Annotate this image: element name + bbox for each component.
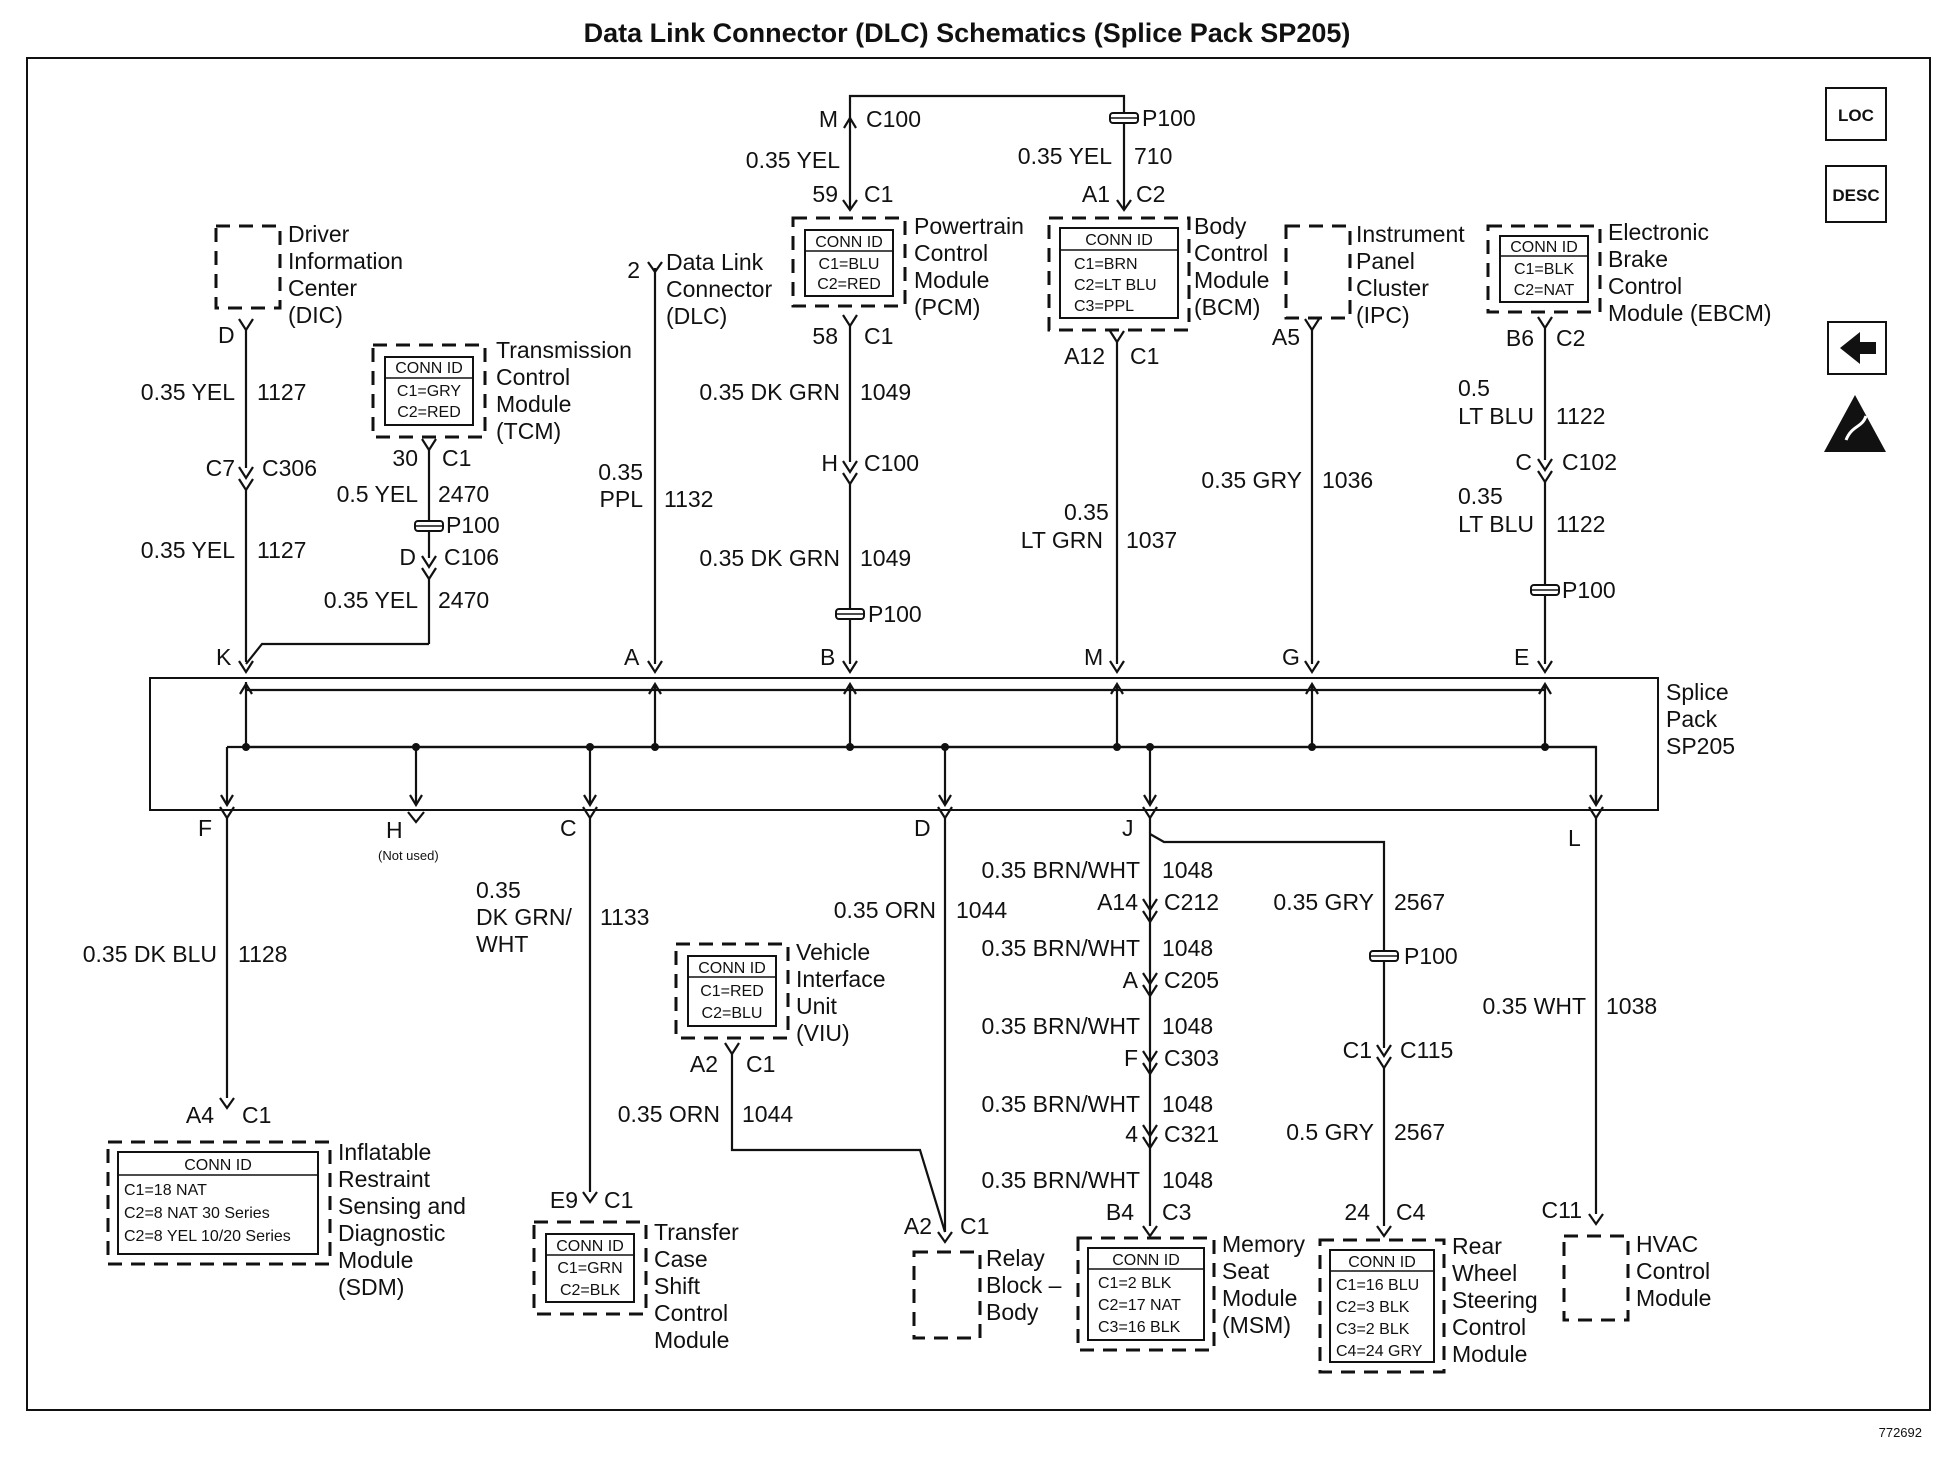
rws-circuit-1: 2567: [1394, 889, 1446, 915]
dlc-circuit: 1132: [664, 486, 714, 512]
c102-connector: C102: [1562, 449, 1617, 475]
msm-wire-2: 0.35 BRN/WHT: [981, 935, 1140, 961]
tcsc-conn-id: CONN ID: [556, 1238, 624, 1255]
sdm-conn-id: CONN ID: [184, 1157, 252, 1174]
viu-line-2: Interface: [796, 966, 886, 992]
pcm-upper-wire: 0.35 YEL: [745, 147, 840, 173]
rws-conn-c3: C3=2 BLK: [1336, 1321, 1410, 1338]
desc-icon[interactable]: [1826, 166, 1886, 222]
bcm-line-2: Control: [1194, 240, 1269, 266]
rws-conn-c4: C4=24 GRY: [1336, 1343, 1423, 1360]
bcm-upper-circuit: 710: [1134, 143, 1173, 169]
msm-circuit-5: 1048: [1162, 1167, 1214, 1193]
tcsc-c1: C1: [604, 1187, 634, 1213]
splice-pack-line-3: SP205: [1666, 733, 1736, 759]
pcm-conn-c1: C1=BLU: [818, 256, 880, 273]
rws-pin: 24: [1344, 1199, 1370, 1225]
back-arrow-icon[interactable]: [1828, 322, 1886, 374]
splice-pin-j: J: [1122, 815, 1134, 841]
relay-line-2: Block –: [986, 1272, 1062, 1298]
msm-circuit-3: 1048: [1162, 1013, 1214, 1039]
ipc-circuit: 1036: [1322, 467, 1374, 493]
tcsc-conn-c2: C2=BLK: [559, 1282, 621, 1299]
splice-pin-g: G: [1282, 644, 1300, 670]
msm-line-1: Memory: [1222, 1231, 1306, 1257]
pcm-lower-pin: 58: [812, 323, 838, 349]
p100-top: P100: [1142, 105, 1196, 131]
tcsc-conn-c1: C1=GRN: [557, 1260, 623, 1277]
relay-wire: 0.35 ORN: [833, 897, 936, 923]
page-title: Data Link Connector (DLC) Schematics (Splice Pack SP205): [583, 18, 1351, 48]
splice-pin-e: E: [1514, 644, 1530, 670]
pcm-line-1: Powertrain: [914, 213, 1024, 239]
c321-pin: 4: [1125, 1121, 1138, 1147]
dlc-line-3: (DLC): [666, 303, 728, 329]
splice-pin-c: C: [560, 815, 577, 841]
tcm-line-4: (TCM): [496, 418, 562, 444]
viu-line-3: Unit: [796, 993, 837, 1019]
splice-pin-d: D: [914, 815, 931, 841]
ipc-pin: A5: [1271, 324, 1300, 350]
c212-pin: A14: [1097, 889, 1138, 915]
rws-line-4: Control: [1452, 1314, 1527, 1340]
hvac-line-3: Module: [1636, 1285, 1712, 1311]
sdm-conn-c2b: C2=8 YEL 10/20 Series: [124, 1228, 291, 1245]
tcm-conn-c1: C1=GRY: [396, 383, 462, 400]
tcsc-wire-stripe: WHT: [476, 931, 529, 957]
rws-circuit-2: 2567: [1394, 1119, 1446, 1145]
sdm-conn-c1: C1=18 NAT: [124, 1182, 207, 1199]
dic-wire: 0.35 YEL: [140, 379, 235, 405]
figure-id: 772692: [1878, 1425, 1922, 1440]
hvac-pin: C11: [1541, 1197, 1582, 1223]
relay-pin: A2: [903, 1213, 932, 1239]
relay-line-3: Body: [986, 1299, 1039, 1325]
hvac-wire: 0.35 WHT: [1482, 993, 1586, 1019]
ebcm-wire-gauge: 0.5: [1458, 375, 1490, 401]
msm-wire-1: 0.35 BRN/WHT: [981, 857, 1140, 883]
sdm-line-5: Module: [338, 1247, 414, 1273]
c303-pin: F: [1123, 1045, 1138, 1071]
viu-conn-c1: C1=RED: [700, 983, 764, 1000]
viu-pin: A2: [689, 1051, 718, 1077]
c106-pin: D: [399, 544, 416, 570]
sdm-line-4: Diagnostic: [338, 1220, 446, 1246]
tcm-circuit: 2470: [438, 481, 490, 507]
rws-module-label: [1452, 1233, 1538, 1367]
dic-line-2: Information: [288, 248, 404, 274]
bcm-line-4: (BCM): [1194, 294, 1261, 320]
splice-pin-k: K: [216, 644, 232, 670]
sdm-line-2: Restraint: [338, 1166, 431, 1192]
msm-circuit-1: 1048: [1162, 857, 1214, 883]
ebcm-line-3: Control: [1608, 273, 1683, 299]
c106-connector: C106: [444, 544, 499, 570]
ipc-module-box: [1286, 226, 1350, 318]
dic-module-label: [288, 221, 403, 328]
tcm-c1: C1: [442, 445, 472, 471]
msm-conn-c3: C3=16 BLK: [1098, 1319, 1181, 1336]
ipc-wire: 0.35 GRY: [1201, 467, 1302, 493]
bcm-upper-pin: A1: [1081, 181, 1110, 207]
ebcm-conn-c1: C1=BLK: [1513, 261, 1575, 278]
ebcm-wire-color-2: LT BLU: [1458, 511, 1534, 537]
pcm-upper-c1: C1: [864, 181, 894, 207]
ipc-line-1: Instrument: [1356, 221, 1465, 247]
tcm-module-label: [496, 337, 632, 444]
rws-line-3: Steering: [1452, 1287, 1538, 1313]
tcsc-pin: E9: [549, 1187, 578, 1213]
rws-c4: C4: [1396, 1199, 1426, 1225]
pcm-wire-2: 0.35 DK GRN: [699, 545, 840, 571]
msm-wire-3: 0.35 BRN/WHT: [981, 1013, 1140, 1039]
viu-c1: C1: [746, 1051, 776, 1077]
tcm-conn-id: CONN ID: [395, 360, 463, 377]
pcm-module-label: [914, 213, 1024, 320]
sdm-module-label: [338, 1139, 466, 1300]
tcm-wire-2: 0.35 YEL: [323, 587, 418, 613]
sdm-pin: A4: [185, 1102, 214, 1128]
ipc-line-4: (IPC): [1356, 302, 1410, 328]
c115-pin: C1: [1342, 1037, 1372, 1063]
ebcm-line-4: Module (EBCM): [1608, 300, 1772, 326]
tcm-pin: 30: [392, 445, 418, 471]
bcm-lower-c1: C1: [1130, 343, 1160, 369]
relay-block-box: [914, 1252, 980, 1338]
msm-conn-id: CONN ID: [1112, 1252, 1180, 1269]
dlc-wire-color: PPL: [599, 486, 643, 512]
dlc-pin: 2: [627, 257, 640, 283]
c321-connector: C321: [1164, 1121, 1219, 1147]
msm-conn-c1: C1=2 BLK: [1098, 1275, 1172, 1292]
ebcm-module-label: [1608, 219, 1772, 326]
splice-pack-line-1: Splice: [1666, 679, 1729, 705]
ebcm-pin: B6: [1505, 325, 1534, 351]
relay-c1: C1: [960, 1213, 990, 1239]
hvac-circuit: 1038: [1606, 993, 1658, 1019]
c303-connector: C303: [1164, 1045, 1219, 1071]
pcm-circuit-2: 1049: [860, 545, 912, 571]
bcm-upper-c2: C2: [1136, 181, 1166, 207]
pcm-line-2: Control: [914, 240, 989, 266]
dlc-label: [666, 249, 772, 329]
pcm-conn-c2: C2=RED: [817, 276, 881, 293]
ebcm-circuit-2: 1122: [1556, 511, 1606, 537]
relay-line-1: Relay: [986, 1245, 1045, 1271]
tcsc-circuit: 1133: [600, 904, 650, 930]
dic-pin: D: [218, 322, 235, 348]
rws-conn-c2: C2=3 BLK: [1336, 1299, 1410, 1316]
ebcm-c2: C2: [1556, 325, 1586, 351]
rws-wire-1: 0.35 GRY: [1273, 889, 1374, 915]
relay-block-label: [986, 1245, 1062, 1325]
viu-circuit: 1044: [742, 1101, 794, 1127]
sdm-wire: 0.35 DK BLU: [82, 941, 217, 967]
tcsc-module-label: [654, 1219, 739, 1353]
bcm-line-3: Module: [1194, 267, 1270, 293]
bcm-conn-id: CONN ID: [1085, 232, 1153, 249]
msm-line-3: Module: [1222, 1285, 1298, 1311]
relay-circuit: 1044: [956, 897, 1008, 923]
hvac-module-box: [1564, 1236, 1628, 1320]
msm-wire-5: 0.35 BRN/WHT: [981, 1167, 1140, 1193]
dlc-line-2: Connector: [666, 276, 773, 302]
bcm-wire-color: LT GRN: [1020, 527, 1103, 553]
viu-line-4: (VIU): [796, 1020, 850, 1046]
pcm-p100: P100: [868, 601, 922, 627]
tcsc-line-4: Control: [654, 1300, 729, 1326]
viu-module-label: [796, 939, 886, 1046]
viu-wire: 0.35 ORN: [617, 1101, 720, 1127]
tcm-line-2: Control: [496, 364, 571, 390]
tcsc-line-2: Case: [654, 1246, 708, 1272]
tcm-conn-c2: C2=RED: [397, 404, 461, 421]
viu-line-1: Vehicle: [796, 939, 871, 965]
tcm-circuit-2: 2470: [438, 587, 490, 613]
ebcm-wire-gauge-2: 0.35: [1458, 483, 1503, 509]
pcm-lower-c1: C1: [864, 323, 894, 349]
ebcm-conn-id: CONN ID: [1510, 239, 1578, 256]
pcm-line-4: (PCM): [914, 294, 981, 320]
sdm-circuit: 1128: [238, 941, 288, 967]
rws-conn-c1: C1=16 BLU: [1336, 1277, 1420, 1294]
tcm-line-3: Module: [496, 391, 572, 417]
loc-icon[interactable]: [1826, 88, 1886, 140]
c100-top-pin: M: [818, 106, 838, 132]
sdm-line-6: (SDM): [338, 1274, 405, 1300]
tcsc-wire-gauge: 0.35: [476, 877, 521, 903]
ebcm-line-1: Electronic: [1608, 219, 1709, 245]
dlc-line-1: Data Link: [666, 249, 764, 275]
ipc-line-3: Cluster: [1356, 275, 1429, 301]
msm-module-label: [1222, 1231, 1306, 1338]
ipc-module-label: [1356, 221, 1465, 328]
hvac-module-label: [1636, 1231, 1711, 1311]
msm-circuit-4: 1048: [1162, 1091, 1214, 1117]
dic-circuit-2: 1127: [257, 537, 307, 563]
splice-pack-box: [150, 678, 1658, 810]
not-used-note: (Not used): [378, 848, 439, 863]
msm-line-2: Seat: [1222, 1258, 1270, 1284]
hvac-line-1: HVAC: [1636, 1231, 1699, 1257]
desc-icon-label: DESC: [1832, 186, 1880, 205]
ebcm-wire-color: LT BLU: [1458, 403, 1534, 429]
pcm-wire: 0.35 DK GRN: [699, 379, 840, 405]
msm-conn-c2: C2=17 NAT: [1098, 1297, 1181, 1314]
bcm-circuit: 1037: [1126, 527, 1178, 553]
dic-line-4: (DIC): [288, 302, 343, 328]
dic-line-1: Driver: [288, 221, 350, 247]
c212-connector: C212: [1164, 889, 1219, 915]
viu-conn-id: CONN ID: [698, 960, 766, 977]
tcsc-line-5: Module: [654, 1327, 730, 1353]
bcm-conn-c3: C3=PPL: [1074, 298, 1135, 315]
splice-pin-h: H: [386, 817, 403, 843]
c205-pin: A: [1122, 967, 1138, 993]
tcsc-line-3: Shift: [654, 1273, 701, 1299]
splice-pin-a: A: [624, 644, 640, 670]
rws-line-1: Rear: [1452, 1233, 1502, 1259]
bcm-upper-wire: 0.35 YEL: [1017, 143, 1112, 169]
msm-c3: C3: [1162, 1199, 1192, 1225]
pcm-line-3: Module: [914, 267, 990, 293]
splice-pin-f: F: [198, 815, 213, 841]
splice-pin-m: M: [1084, 644, 1104, 670]
ebcm-line-2: Brake: [1608, 246, 1669, 272]
pcm-circuit: 1049: [860, 379, 912, 405]
rws-p100: P100: [1404, 943, 1458, 969]
tcm-line-1: Transmission: [496, 337, 632, 363]
splice-pack-label: [1666, 679, 1735, 759]
splice-pin-b: B: [820, 644, 836, 670]
ebcm-conn-c2: C2=NAT: [1513, 282, 1575, 299]
msm-line-4: (MSM): [1222, 1312, 1291, 1338]
tcsc-wire-color: DK GRN/: [476, 904, 572, 930]
c100-mid-pin: H: [821, 450, 838, 476]
c100-top-connector: C100: [866, 106, 921, 132]
c100-mid-connector: C100: [864, 450, 919, 476]
bcm-lower-pin: A12: [1064, 343, 1105, 369]
esd-warning-icon: [1824, 395, 1886, 452]
pcm-conn-id: CONN ID: [815, 234, 883, 251]
ebcm-p100: P100: [1562, 577, 1616, 603]
sdm-conn-c2a: C2=8 NAT 30 Series: [124, 1205, 270, 1222]
hvac-line-2: Control: [1636, 1258, 1711, 1284]
sdm-c1: C1: [242, 1102, 272, 1128]
ipc-line-2: Panel: [1356, 248, 1415, 274]
ebcm-circuit: 1122: [1556, 403, 1606, 429]
msm-pin: B4: [1105, 1199, 1134, 1225]
bcm-module-label: [1194, 213, 1269, 320]
pcm-upper-pin: 59: [812, 181, 838, 207]
tcm-p100: P100: [446, 512, 500, 538]
rws-wire-2: 0.5 GRY: [1286, 1119, 1374, 1145]
c306-connector: C306: [262, 455, 317, 481]
splice-pin-l: L: [1568, 825, 1581, 851]
tcsc-line-1: Transfer: [654, 1219, 739, 1245]
bcm-conn-c2: C2=LT BLU: [1074, 277, 1157, 294]
dic-wire-2: 0.35 YEL: [140, 537, 235, 563]
rws-line-2: Wheel: [1452, 1260, 1518, 1286]
bcm-line-1: Body: [1194, 213, 1247, 239]
sdm-line-1: Inflatable: [338, 1139, 432, 1165]
rws-line-5: Module: [1452, 1341, 1528, 1367]
c102-pin: C: [1515, 449, 1532, 475]
viu-conn-c2: C2=BLU: [701, 1005, 763, 1022]
splice-pack-line-2: Pack: [1666, 706, 1718, 732]
c306-pin: C7: [205, 455, 235, 481]
sdm-line-3: Sensing and: [338, 1193, 466, 1219]
dlc-wire-gauge: 0.35: [598, 459, 643, 485]
dic-line-3: Center: [288, 275, 358, 301]
bcm-conn-c1: C1=BRN: [1074, 256, 1138, 273]
dic-circuit: 1127: [257, 379, 307, 405]
bcm-wire-gauge: 0.35: [1064, 499, 1109, 525]
tcm-wire: 0.5 YEL: [336, 481, 418, 507]
c115-connector: C115: [1400, 1037, 1454, 1063]
msm-circuit-2: 1048: [1162, 935, 1214, 961]
loc-icon-label: LOC: [1838, 106, 1874, 125]
dic-module-box: [216, 226, 280, 308]
rws-conn-id: CONN ID: [1348, 1254, 1416, 1271]
msm-wire-4: 0.35 BRN/WHT: [981, 1091, 1140, 1117]
c205-connector: C205: [1164, 967, 1219, 993]
